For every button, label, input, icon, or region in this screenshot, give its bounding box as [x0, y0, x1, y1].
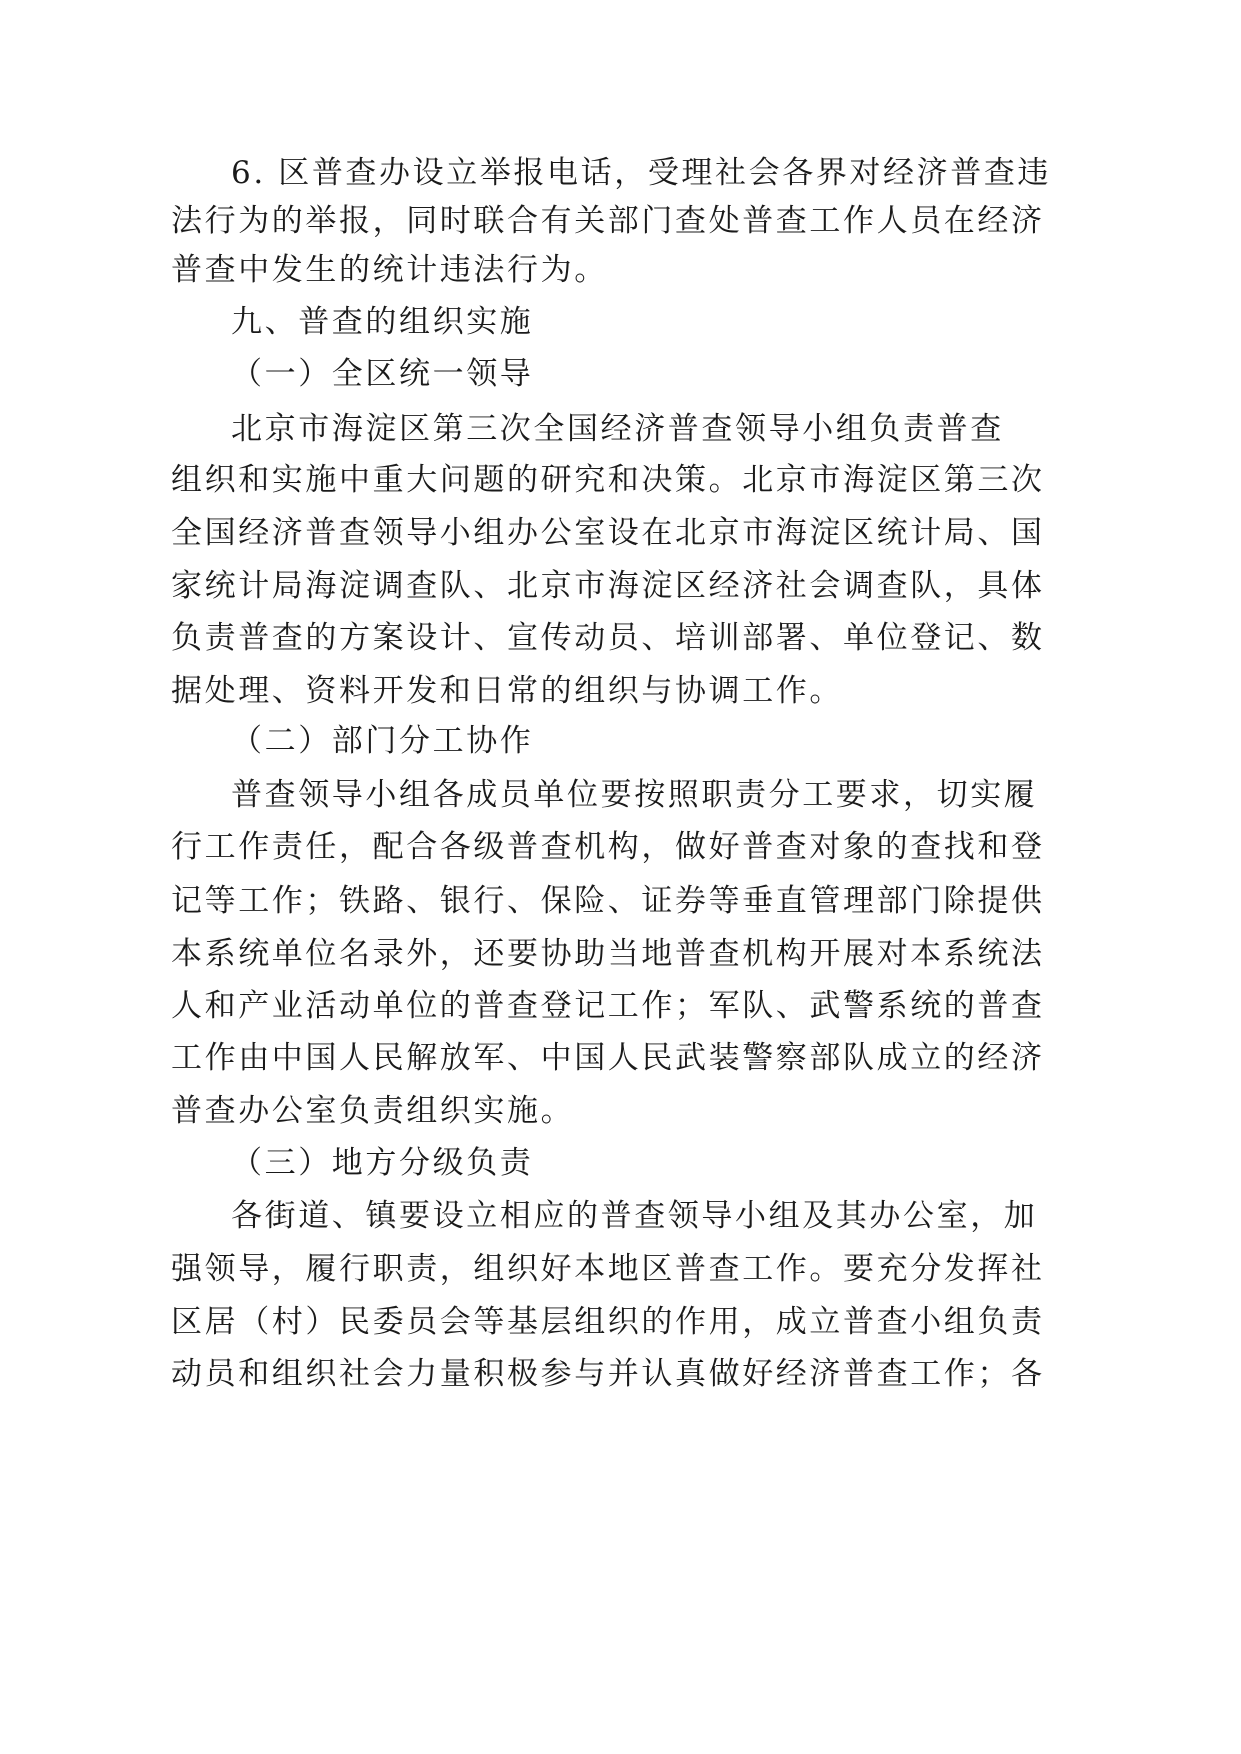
paragraph-2-line-7: 普查办公室负责组织实施。	[171, 1093, 575, 1129]
paragraph-3-line-4: 动员和组织社会力量积极参与并认真做好经济普查工作；各	[171, 1356, 1045, 1392]
paragraph-1-line-4: 家统计局海淀调查队、北京市海淀区经济社会调查队，具体	[171, 568, 1045, 604]
paragraph-1-line-6: 据处理、资料开发和日常的组织与协调工作。	[171, 673, 843, 709]
paragraph-6-line-1: 6. 区普查办设立举报电话，受理社会各界对经济普查违	[231, 155, 1052, 191]
paragraph-1-line-3: 全国经济普查领导小组办公室设在北京市海淀区统计局、国	[171, 515, 1045, 551]
subheading-1: （一）全区统一领导	[231, 356, 534, 392]
subheading-3: （三）地方分级负责	[231, 1145, 534, 1181]
paragraph-2-line-3: 记等工作；铁路、银行、保险、证券等垂直管理部门除提供	[171, 883, 1045, 919]
subheading-2: （二）部门分工协作	[231, 723, 534, 759]
paragraph-2-line-4: 本系统单位名录外，还要协助当地普查机构开展对本系统法	[171, 936, 1045, 972]
paragraph-1-line-5: 负责普查的方案设计、宣传动员、培训部署、单位登记、数	[171, 620, 1045, 656]
paragraph-3-line-2: 强领导，履行职责，组织好本地区普查工作。要充分发挥社	[171, 1251, 1045, 1287]
paragraph-6-line-2: 法行为的举报，同时联合有关部门查处普查工作人员在经济	[171, 203, 1045, 239]
paragraph-2-line-1: 普查领导小组各成员单位要按照职责分工要求，切实履	[231, 777, 1038, 813]
paragraph-6-line-3: 普查中发生的统计违法行为。	[171, 252, 608, 288]
paragraph-1-line-2: 组织和实施中重大问题的研究和决策。北京市海淀区第三次	[171, 462, 1045, 498]
paragraph-3-line-3: 区居（村）民委员会等基层组织的作用，成立普查小组负责	[171, 1304, 1045, 1340]
section-heading-9: 九、普查的组织实施	[231, 304, 534, 340]
paragraph-3-line-1: 各街道、镇要设立相应的普查领导小组及其办公室，加	[231, 1198, 1038, 1234]
paragraph-2-line-5: 人和产业活动单位的普查登记工作；军队、武警系统的普查	[171, 988, 1045, 1024]
paragraph-2-line-6: 工作由中国人民解放军、中国人民武装警察部队成立的经济	[171, 1040, 1045, 1076]
paragraph-2-line-2: 行工作责任，配合各级普查机构，做好普查对象的查找和登	[171, 829, 1045, 865]
paragraph-1-line-1: 北京市海淀区第三次全国经济普查领导小组负责普查	[231, 411, 1004, 447]
